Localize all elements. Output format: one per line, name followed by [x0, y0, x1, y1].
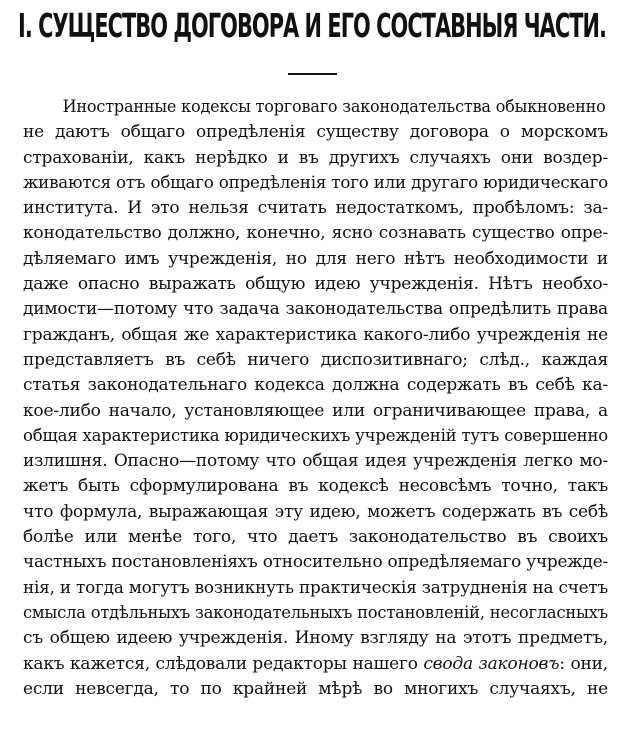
text-segment: : они,	[559, 653, 608, 674]
text-line: излишня. Опасно—потому что общая идея учрежденія легко мо-	[23, 451, 608, 472]
italic-term: свода законовъ	[423, 653, 560, 674]
text-line: живаются отъ общаго опредѣленія того или другаго юридическаго	[23, 172, 608, 193]
text-line: страхованіи, какъ нерѣдко и въ другихъ случаяхъ они воздер-	[23, 147, 608, 168]
text-line: конодательство должно, конечно, ясно сознавать существо опре-	[23, 223, 608, 244]
text-line: статья законодательнаго кодекса должна содержать въ себѣ ка-	[23, 375, 608, 396]
text-line: частныхъ постановленіяхъ относительно опредѣляемаго учрежде-	[23, 552, 608, 573]
text-line: дѣляемаго имъ учрежденія, но для него нѣтъ необходимости и	[23, 248, 608, 269]
text-line: димости—потому что задача законодательства опредѣлить права	[23, 299, 608, 320]
text-line: Иностранные кодексы торговаго законодательства обыкновенно	[62, 97, 606, 117]
text-line: смысла отдѣльныхъ законодательныхъ постановленій, несогласныхъ	[23, 602, 608, 623]
text-line: института. И это нельзя считать недостаткомъ, пробѣломъ: за-	[23, 198, 608, 219]
text-line: кое-либо начало, установляющее или ограничивающее права, а	[23, 400, 608, 421]
text-line: представляетъ въ себѣ ничего диспозитивнаго; слѣд., каждая	[23, 349, 608, 370]
text-line: если невсегда, то по крайней мѣрѣ во многихъ случаяхъ, не	[23, 678, 608, 699]
text-line: что формула, выражающая эту идею, можетъ содержать въ себѣ	[23, 501, 608, 522]
text-line: съ общею идеею учрежденія. Иному взгляду на этотъ предметъ,	[23, 628, 608, 649]
text-line: даже опасно выражать общую идею учрежденія. Нѣтъ необхо-	[23, 274, 608, 295]
text-line: не даютъ общаго опредѣленія существу договора о морскомъ	[23, 122, 608, 143]
text-line: жетъ быть сформулирована въ кодексѣ несовсѣмъ точно, такъ	[23, 476, 608, 497]
heading-divider	[288, 73, 337, 75]
text-line: гражданъ, общая же характеристика какого-либо учрежденія не	[23, 324, 608, 345]
text-line: нія, и тогда могутъ возникнуть практическія затрудненія на счетъ	[23, 577, 608, 598]
body-paragraph	[23, 95, 608, 702]
text-line: болѣе или менѣе того, что даетъ законодательство въ своихъ	[23, 527, 608, 548]
chapter-heading: I. СУЩЕСТВО ДОГОВОРА И ЕГО СОСТАВНЫЯ ЧАСТИ.	[18, 6, 607, 45]
text-line-with-italic	[23, 652, 608, 677]
text-line: общая характеристика юридическихъ учрежденій тутъ совершенно	[23, 425, 608, 446]
text-segment: какъ кажется, слѣдовали редакторы нашего	[23, 653, 424, 674]
